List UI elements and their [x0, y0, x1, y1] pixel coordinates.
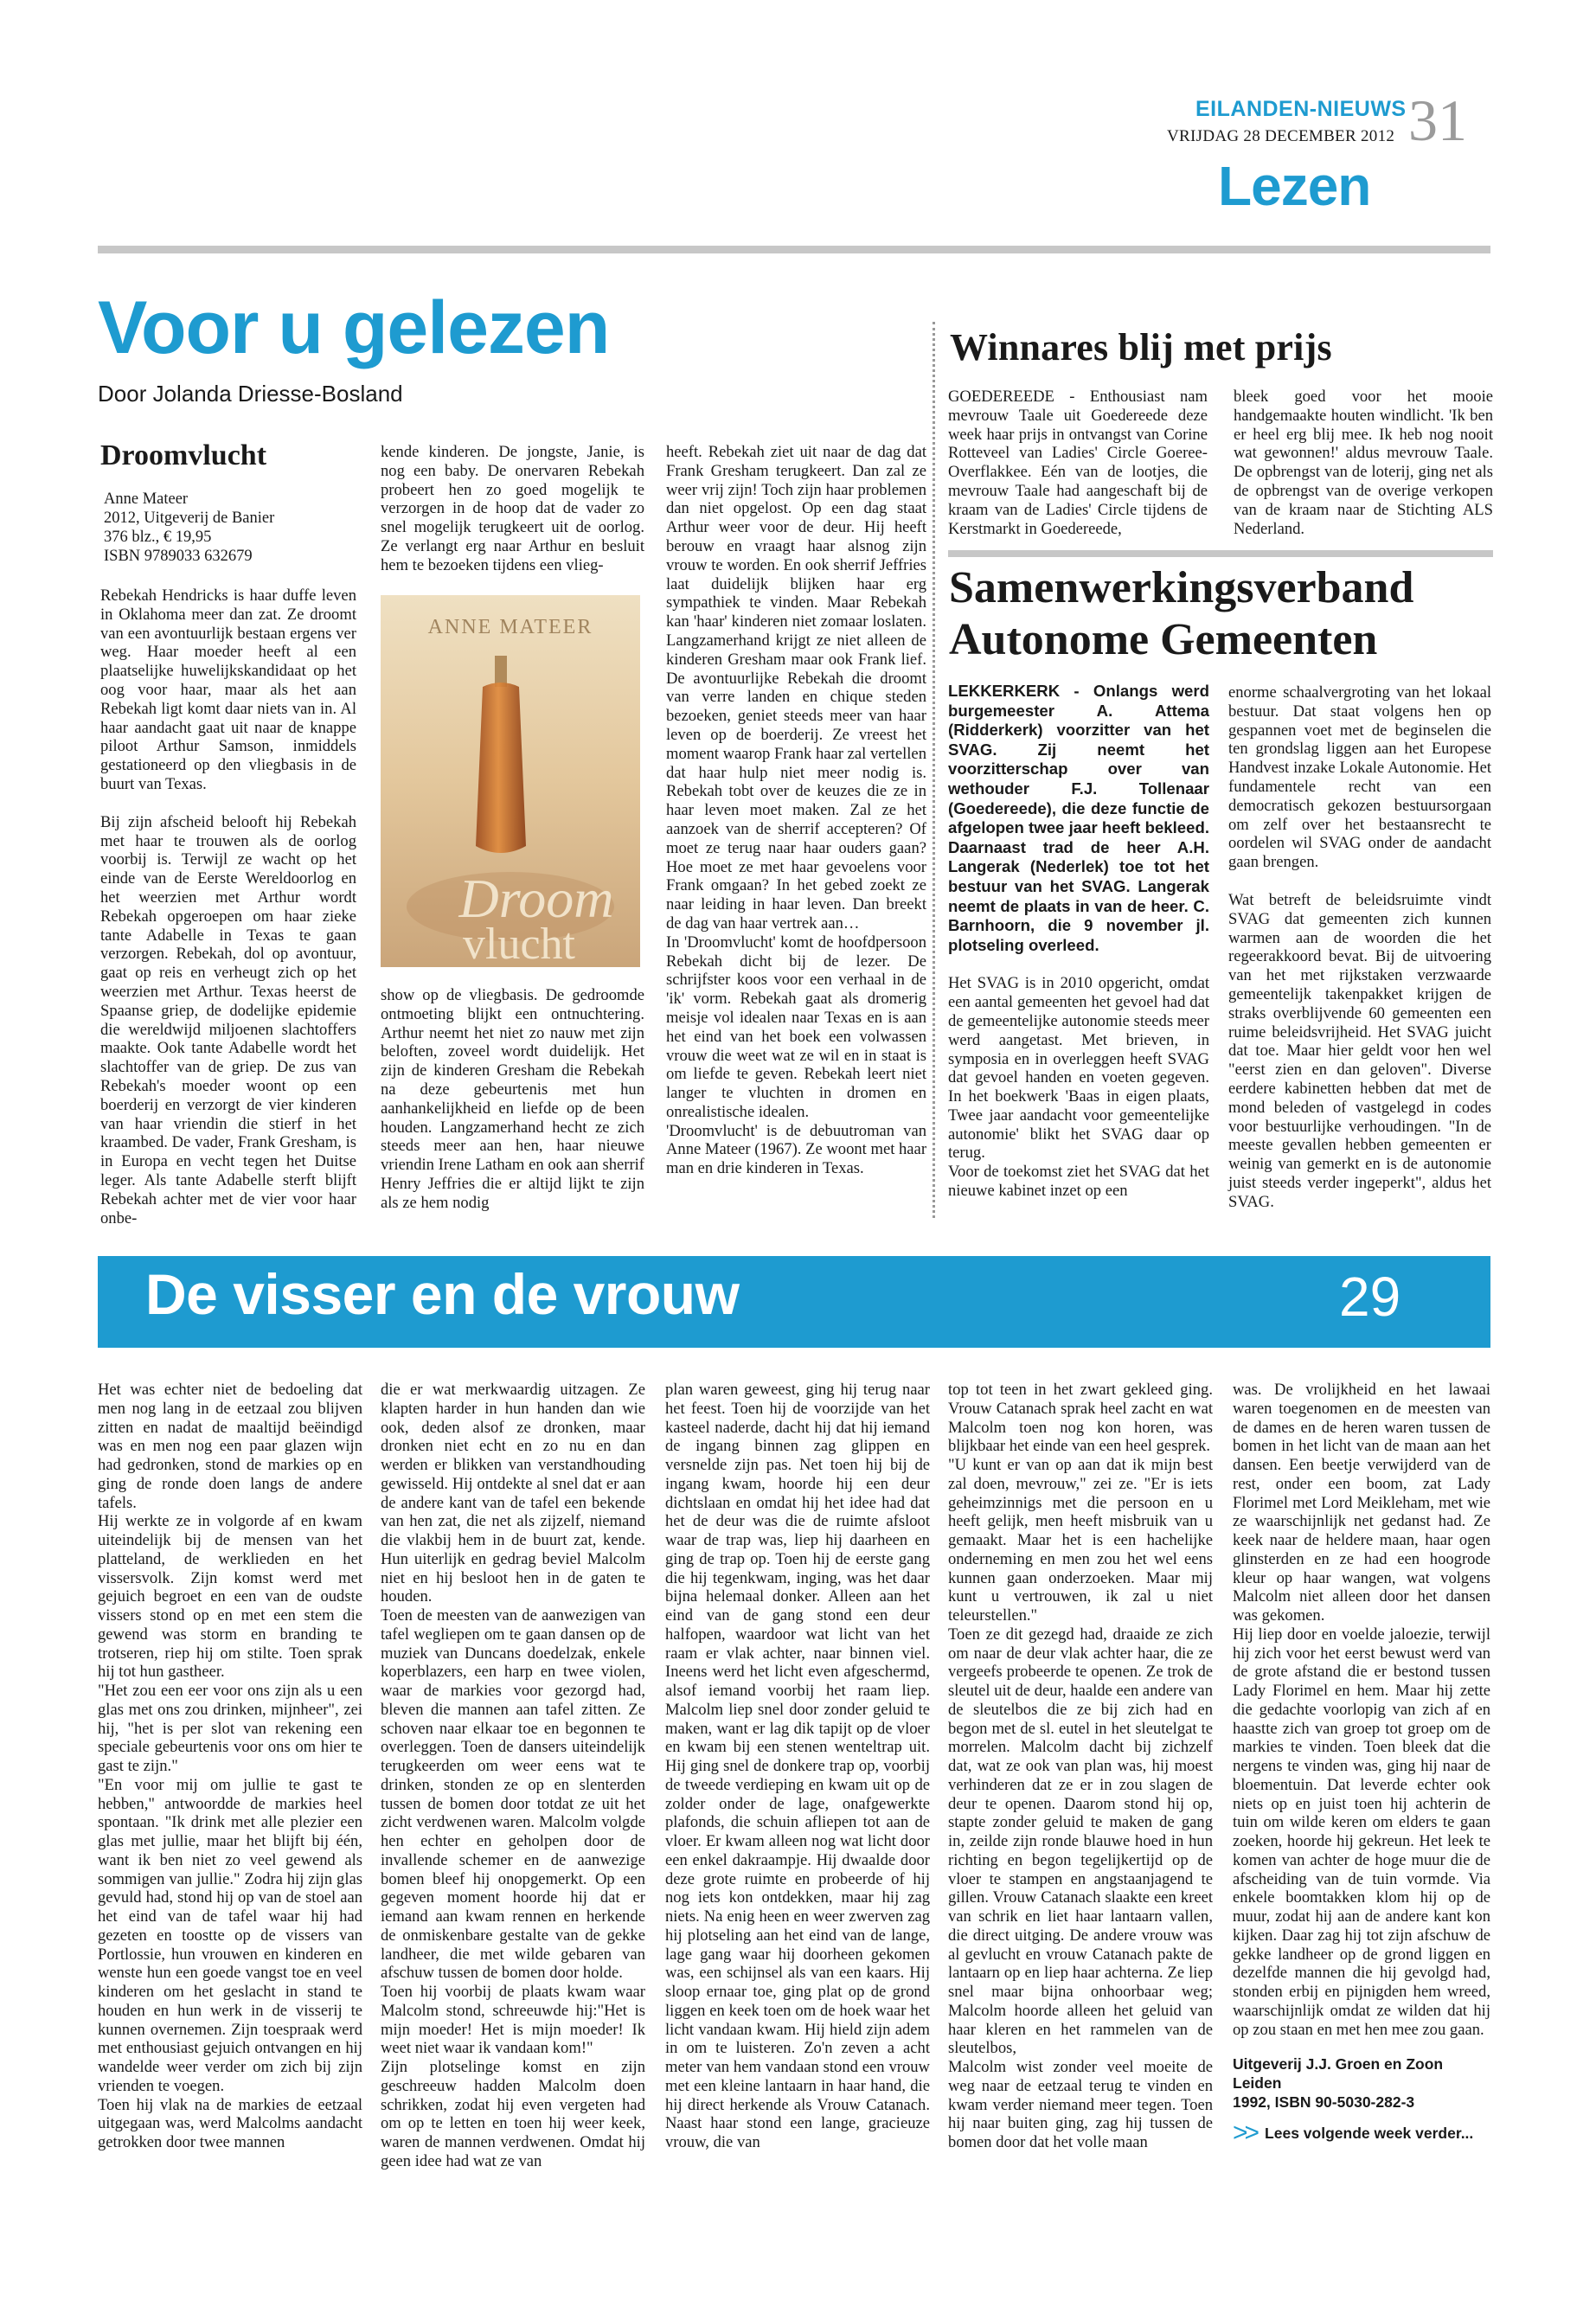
- winner-column-2: [1234, 388, 1493, 538]
- paragraph: Hij werkte ze in volgorde af en kwam uiteindelijk bij de mensen van het platteland, de werklieden en het vissersvolk. Zijn komst werd met gejuich begroet en een van de oudste vissers stond op en met een stem die gewend was storm en branding te trotseren, riep hij om stilte. Toen sprak hij tot hun gastheer.: [98, 1512, 362, 1682]
- paragraph: Het SVAG is in 2010 opgericht, omdat een aantal gemeenten het gevoel had dat de gemeentelijke autonomie steeds meer werd aangetast. Met brieven, in symposia en in overleggen heeft SVAG dat gevoel handen en voeten gegeven. In het boekwerk 'Baas in eigen plaats, Twee jaar aandacht voor gemeentelijke autonomie' blikt het SVAG daar op terug.: [948, 974, 1209, 1163]
- paragraph: Toen hij vlak na de markies de eetzaal uitgegaan was, werd Malcolms aandacht getrokken door twee mannen: [98, 2095, 362, 2151]
- svag-column-2: [1228, 683, 1491, 1212]
- paragraph: "En voor mij om jullie te gast te hebben," antwoordde de markies heel spontaan. "Ik drink met alle plezier een glas met jullie, maar het blijft bij één, want ik ben niet zo veel gewend als sommigen van jullie." Zodra hij zijn glas gevuld had, stond hij op van de stoel aan het eind van de tafel waar hij had gezeten en toostte op de vissers van Portlossie, hun vrouwen en kinderen en wenste hun een goede vangst toe en veel kinderen om het geslacht in stand te houden en hun werk in de visserij te kunnen overnemen. Zijn toespraak werd met enthousiast gejuich ontvangen en hij wandelde weer verder om zich bij zijn vrienden te voegen.: [98, 1775, 362, 2095]
- svag-title-line-1: Samenwerkingsverband: [949, 563, 1414, 612]
- paragraph: Het was echter niet de bedoeling dat men nog lang in de eetzaal zou blijven zitten en nadat de maaltijd beëindigd was en men nog een paar glazen wijn had gedronken, stond de markies op en ging de ronde doen langs de andere tafels.: [98, 1381, 362, 1512]
- paragraph: 'Droomvlucht' is de debuutroman van Anne Mateer (1967). Ze woont met haar man en drie kinderen in Texas.: [666, 1121, 927, 1178]
- winner-article-title: Winnares blij met prijs: [950, 326, 1332, 369]
- continue-reading-note: [1233, 2118, 1490, 2148]
- paragraph: "Het zou een eer voor ons zijn als u een glas met ons zou drinken, mijnheer", zei hij, "het is per slot van rekening een speciale gebeurtenis voor ons om hier te gast te zijn.": [98, 1682, 362, 1775]
- winner-column-1: [948, 388, 1208, 538]
- paragraph: Zijn plotselinge komst en zijn geschreeuw hadden Malcolm doen schrikken, zodat hij even vergeten had om op te letten en toen hij weer keek, waren de mannen verdwenen. Omdat hij geen idee had wat ze van: [381, 2058, 645, 2170]
- book-author: Anne Mateer: [104, 490, 189, 508]
- book-price: 376 blz., € 19,95: [104, 529, 212, 546]
- top-divider: [98, 246, 1490, 253]
- review-column-3: [666, 443, 926, 1178]
- paragraph: Toen hij voorbij de plaats kwam waar Malcolm stond, schreeuwde hij:"Het is mijn moeder! Het is mijn moeder! Ik weet niet waar ik vandaan kom!": [381, 1983, 645, 2058]
- story-column-2: [381, 1381, 645, 2171]
- paragraph: GOEDEREEDE - Enthousiast nam mevrouw Taale uit Goedereede deze week haar prijs in ontvangst van Corine Rotteveel van Ladies' Circle Goeree-Overflakkee. Eén van de lootjes, die mevrouw Taale had aangeschaft bij de kraam van de Ladies' Circle tijdens de Kerstmarkt in Goedereede,: [948, 388, 1208, 538]
- book-meta: [104, 490, 274, 566]
- story-column-3: [665, 1381, 930, 2152]
- section-title: Lezen: [1218, 155, 1371, 217]
- book-cover-illustration: [381, 595, 640, 967]
- story-column-4: [948, 1381, 1213, 2152]
- story-column-5: [1233, 1381, 1490, 2148]
- review-column-2-top: [381, 443, 644, 575]
- paragraph: bleek goed voor het mooie handgemaakte houten windlicht. 'Ik ben er heel erg blij mee. Ik heb nog nooit wat gewonnen!' aldus mevrouw Taale. De opbrengst van de loterij, ging net als de opbrengst van de overige verkopen van de kraam naar de Stichting ALS Nederland.: [1234, 388, 1493, 538]
- double-arrow-icon: >>: [1233, 2118, 1257, 2148]
- paragraph: show op de vliegbasis. De gedroomde ontmoeting blijkt een ontnuchtering. Arthur neemt het niet zo nauw met zijn beloften, zoveel wordt duidelijk. Het zijn de kinderen Gresham die Rebekah na deze gebeurtenis met hun aanhankelijkheid en liefde op de been houden. Langzamerhand hecht ze zich steeds meer aan hen, haar nieuwe vriendin Irene Latham en ook aan sherrif Henry Jeffries die er altijd lijkt te zijn als ze hem nodig: [381, 986, 644, 1212]
- book-title: Droomvlucht: [100, 439, 267, 471]
- publisher-line-2: 1992, ISBN 90-5030-282-3: [1233, 2093, 1415, 2112]
- paragraph: Toen ze dit gezegd had, draaide ze zich om naar de deur vlak achter haar, die ze vergeefs probeerde te openen. Ze trok de sleutel uit de deur, haalde een andere van de sleutelbos die ze bij zich had en begon met de sl. eutel in het sleutelgat te morrelen. Malcolm dacht bij zichzelf dat, wat ze ook van plan was, hij moest verhinderen dat ze er in zou slagen de deur te openen. Daarom stond hij op, stapte zonder geluid te maken de gang in, zeilde zijn ronde blauwe hoed in hun richting en begon tegelijkertijd op de vloer te stampen en angstaanjagend te gillen. Vrouw Catanach slaakte een kreet van schrik en liet haar lantaarn vallen, die direct uitging. De andere vrouw was al gevlucht en vrouw Catanach pakte de lantaarn op en liep haar achterna. Ze liep snel maar bijna onhoorbaar weg; Malcolm hoorde alleen het geluid van haar kleren en het rammelen van de sleutelbos,: [948, 1625, 1213, 2058]
- page-number: 31: [1408, 87, 1467, 153]
- paragraph: Wat betreft de beleidsruimte vindt SVAG dat gemeenten zich kunnen warmen aan de woorden die het regeerakkoord bevat. Bij de uitvoering van het met rijkstaken verzwaarde gemeentelijk takenpakket krijgen de straks overblijvende 60 gemeenten een ruime beleidsvrijheid. Het SVAG juicht dat toe. Maar hier geldt voor hen wel "eerst zien en dan geloven". Diverse eerdere kabinetten hebben dat met de mond beleden of vastgelegd in codes voor bestuurlijke verhoudingen. "In de meeste gevallen hebben gemeenten er weinig van gemerkt en is de autonomie juist steeds verder ingeperkt", aldus het SVAG.: [1228, 890, 1491, 1211]
- paragraph: Voor de toekomst ziet het SVAG dat het nieuwe kabinet inzet op een: [948, 1163, 1209, 1201]
- review-column-2-bottom: [381, 986, 644, 1213]
- paragraph: Hij liep door en voelde jaloezie, terwijl hij zich voor het eerst bewust werd van de grote afstand die er bestond tussen Lady Florimel en hem. Maar hij zette die gedachte voorlopig van zich af en haastte zich van groep tot groep om de markies te vinden. Toen bleek dat die nergens te vinden was, ging hij naar de bloementuin. Dat leverde echter ook niets op en juist toen hij achterin de tuin om wilde keren om elders te gaan zoeken, hoorde hij gekreun. Het leek te komen van achter de hoge muur die de afscheiding van de tuin vormde. Via enkele boomtakken klom hij op de muur, zodat hij aan de andere kant kon kijken. Daar zag hij tot zijn afschuw de gekke landheer op de grond liggen en dezelfde mannen die hij gevolgd had, stonden erbij en pijnigden hem wreed, waarschijnlijk omdat ze wilden dat hij op zou staan en met hen mee zou gaan.: [1233, 1625, 1490, 2039]
- paragraph: die er wat merkwaardig uitzagen. Ze klapten harder in hun handen dan wie ook, deden alsof ze dronken, maar dronken niet echt en zo nu en dan werden er blikken van verstandhouding gewisseld. Hij ontdekte al snel dat er aan de andere kant van de tafel een bekende van hen zat, die net als zijzelf, niemand die vlakbij hem in de buurt zat, kende. Hun uiterlijk en gedrag beviel Malcolm niet en hij besloot hen in de gaten te houden.: [381, 1381, 645, 1606]
- publisher-line-1: Uitgeverij J.J. Groen en Zoon Leiden: [1233, 2055, 1444, 2093]
- paragraph: Toen de meesten van de aanwezigen van tafel wegliepen om te gaan dansen op de muziek van Duncans doedelzak, enkele koperblazers, een harp en twee violen, waar de markies voor gezorgd had, bleven die mannen aan tafel zitten. Ze schoven naar elkaar toe en begonnen te overleggen. Toen de dansers uiteindelijk terugkeerden om weer eens wat te drinken, stonden ze op en slenterden tussen de bomen door totdat ze uit het zicht verdwenen waren. Malcolm volgde hen echter en geholpen door de invallende schemer en de aanwezige bomen bleef hij onopgemerkt. Op een gegeven moment hoorde hij dat er iemand aan kwam rennen en herkende de onmiskenbare gestalte van de gekke landheer, die met wilde gebaren van afschuw tussen de bomen door holde.: [381, 1606, 645, 1983]
- paragraph: heeft. Rebekah ziet uit naar de dag dat Frank Gresham terugkeert. Dan zal ze weer vrij zijn! Toch zijn haar problemen dan niet opgelost. Op een dag staat Arthur weer voor de deur. Hij heeft berouw en vraagt haar alsnog zijn vrouw te worden. En ook sherrif Jeffries laat duidelijk blijken haar erg sympathiek te vinden. Maar Rebekah kan 'haar' kinderen niet zomaar loslaten. Langzamerhand krijgt ze niet alleen de kinderen Gresham maar ook Frank lief. De avontuurlijke Rebekah die droomt van verre landen en chique steden bezoeken, geniet steeds meer van haar leven op de boerderij. Ze vreest het moment waarop Frank haar zal vertellen dat haar hulp niet meer nodig is. Rebekah tobt over de keuzes die ze in haar leven moet maken. Zal ze het aanzoek van de sherrif accepteren? Of moet ze terug naar haar ouders gaan? Hoe moet ze met haar gevoelens voor Frank omgaan? In het gebed zoekt ze naar leiding in haar leven. Dan breekt de dag van haar vertrek aan…: [666, 443, 926, 933]
- paragraph: Malcolm wist zonder veel moeite de weg naar de eetzaal terug te vinden en kwam verder niemand meer tegen. Toen hij naar buiten ging, zag hij tussen de bomen door dat het volle maan: [948, 2058, 1213, 2151]
- cover-title-1: Droom: [458, 868, 614, 929]
- review-column-1: [100, 586, 356, 1227]
- svag-article-title: [949, 562, 1511, 666]
- svag-column-1: [948, 682, 1209, 1201]
- cover-author: ANNE MATEER: [427, 616, 593, 638]
- svag-lead-paragraph: LEKKERKERK - Onlangs werd burgemeester A. Attema (Ridderkerk) voorzitter van het SVAG. Zij neemt het voorzitterschap over van wethouder F.J. Tollenaar (Goedereede), die deze functie de afgelopen twee jaar heeft bekleed. Daarnaast trad de heer A.H. Langerak (Nederlek) toe tot het bestuur van het SVAG. Langerak neemt de plaats in van de heer. C. Barnhoorn, die 9 november jl. plotseling overleed.: [948, 682, 1209, 954]
- dotted-column-divider: [933, 322, 935, 1218]
- publisher-credit: [1233, 2054, 1490, 2112]
- paragraph: top tot teen in het zwart gekleed ging. Vrouw Catanach sprak heel zacht en wat Malcolm toen nog kon horen, was blijkbaar het einde van een heel gesprek.: [948, 1381, 1213, 1456]
- paragraph: was. De vrolijkheid en het lawaai waren toegenomen en de meesten van de dames en de heren waren tussen de bomen in het licht van de maan aan het dansen. Een beetje verwijderd van de rest, onder een boom, zat Lady Florimel met Lord Meikleham, met wie ze waarschijnlijk net gedanst had. Ze keek naar de heldere maan, haar ogen glinsterden en ze had een hoogrode kleur op haar wangen, wat volgens Malcolm niet alleen door het dansen was gekomen.: [1233, 1381, 1490, 1625]
- book-isbn: ISBN 9789033 632679: [104, 548, 253, 565]
- paragraph: enorme schaalvergroting van het lokaal bestuur. Dat staat volgens hen op gespannen voet met de beginselen die ten grondslag liggen aan het Europese Handvest inzake Lokale Autonomie. Het fundamentele recht van een democratisch gekozen bestuursorgaan om zelf over het bestaansrecht te oordelen wil SVAG onder de aandacht gaan brengen.: [1228, 683, 1491, 872]
- cover-title-2: vlucht: [463, 920, 575, 967]
- paragraph: In 'Droomvlucht' komt de hoofdpersoon Rebekah dicht bij de lezer. De schrijfster koos voor een verhaal in de 'ik' vorm. Rebekah gaat als dromerig meisje vol idealen naar Texas en is aan het eind van het boek een volwassen vrouw die weet wat ze wil en in staat is om liefde te geven. Rebekah leert niet langer te vluchten in dromen en onrealistische idealen.: [666, 933, 926, 1121]
- issue-date: VRIJDAG 28 DECEMBER 2012: [1167, 127, 1395, 145]
- newspaper-name: EILANDEN-NIEUWS: [1195, 97, 1407, 121]
- paragraph: plan waren geweest, ging hij terug naar het feest. Toen hij de voorzijde van het kasteel naderde, dacht hij dat hij iemand de ingang binnen zag glippen en versnelde zijn pas. Net toen hij bij de ingang kwam, hoorde hij een deur dichtslaan en omdat hij het idee had dat het de deur was die de ruimte afsloot waar de trap was, liep hij daarheen en ging de trap op. Toen hij de eerste gang die hij tegenkwam, inging, was het daar bijna helemaal donker. Alleen aan het eind van de gang stond een deur halfopen, waardoor wat licht van het raam er vlak achter, naar binnen viel. Ineens werd het licht even afgeschermd, alsof iemand voorbij het raam liep. Malcolm liep snel door zonder geluid te maken, want er lag dik tapijt op de vloer en kwam bij een stenen wenteltrap uit. Hij ging snel de donkere trap op, voorbij de tweede verdieping en kwam uit op de zolder onder de lage, onafgewerkte plafonds, die schuin afliepen tot aan de vloer. Er kwam alleen nog wat licht door een enkel dakraampje. Hij dwaalde door deze grote ruimte en probeerde of hij nog iets kon ontdekken, maar hij zag niets. Na enig heen en weer zwerven zag hij plotseling aan het eind van de lange, lage gang waar hij doorheen gekomen was, een schijnsel als van een kaars. Hij sloop ernaar toe, ging plat op de grond liggen en keek toen om de hoek waar het licht vandaan kwam. Hij hield zijn adem in om te luisteren. Zo'n zeven a acht meter van hem vandaan stond een vrouw met een kleine lantaarn in haar hand, die hij direct herkende als Vrouw Catanach. Naast haar stond een lange, gracieuze vrouw, die van: [665, 1381, 930, 2151]
- paragraph: Bij zijn afscheid belooft hij Rebekah met haar te trouwen als de oorlog voorbij is. Terwijl ze wacht op het einde van de Eerste Wereldoorlog en het weerzien met Arthur wordt Rebekah opgeroepen om haar zieke tante Adabelle in Texas te gaan verzorgen. Rebekah, dol op avontuur, gaat op reis en verheugt zich op het weerzien met Arthur. Texas heerst de Spaanse griep, de dodelijke epidemie die wereldwijd miljoenen slachtoffers maakte. Ook tante Adabelle wordt het slachtoffer van de griep. De zus van Rebekah's moeder woont op een boerderij en verzorgt de vier kinderen van haar vriendin die stierf in het kraambed. De vader, Frank Gresham, is in Europa en vecht tegen het Duitse leger. Als tante Adabelle sterft blijft Rebekah achter met de vier voor haar onbe-: [100, 812, 356, 1227]
- serial-title: De visser en de vrouw: [145, 1262, 740, 1326]
- serial-episode-number: 29: [1339, 1266, 1401, 1328]
- paragraph: Rebekah Hendricks is haar duffe leven in Oklahoma meer dan zat. Ze droomt van een avontuurlijk bestaan ergens ver weg. Haar moeder heeft al een plaatselijke huwelijkskandidaat op het oog voor haar, maar als het aan Rebekah ligt komt daar niets van in. Al haar aandacht gaat uit naar de knappe piloot Arthur Samson, inmiddels gestationeerd op den vliegbasis in de buurt van Texas.: [100, 586, 356, 793]
- book-cover-image: [381, 595, 640, 967]
- svag-title-line-2: Autonome Gemeenten: [949, 615, 1378, 664]
- article-divider: [948, 550, 1493, 557]
- article-title: Voor u gelezen: [98, 286, 610, 369]
- paragraph: "U kunt er van op aan dat ik mijn best zal doen, mevrouw," zei ze. "Er is iets geheimzinnigs met die persoon en u heeft gelijk, men heeft misbruik van u gemaakt. Maar het is een hachelijke onderneming en men zou het wel eens kunnen gaan onderzoeken. Maar mij kunt u vertrouwen, ik zal u niet teleurstellen.": [948, 1456, 1213, 1625]
- article-byline: Door Jolanda Driesse-Bosland: [98, 381, 403, 407]
- continue-text: Lees volgende week verder...: [1265, 2125, 1474, 2143]
- story-column-1: [98, 1381, 362, 2152]
- paragraph: kende kinderen. De jongste, Janie, is nog een baby. De onervaren Rebekah probeert hen zo goed mogelijk te verzorgen in de hoop dat de vader zo snel mogelijk terugkeert uit de oorlog. Ze verlangt erg naar Arthur en besluit hem te bezoeken tijdens een vlieg-: [381, 443, 644, 574]
- book-publisher: 2012, Uitgeverij de Banier: [104, 510, 275, 527]
